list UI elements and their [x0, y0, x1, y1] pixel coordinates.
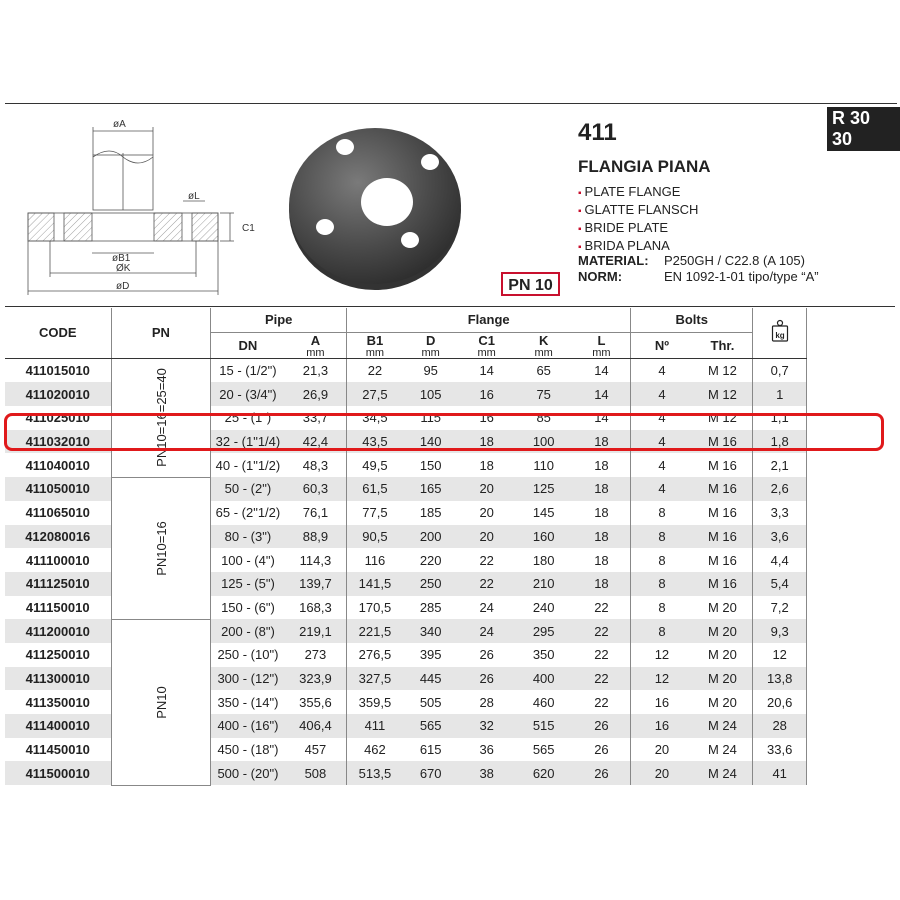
a-cell: 508 — [285, 761, 347, 785]
c1-cell: 18 — [459, 430, 515, 454]
k-cell: 515 — [515, 714, 573, 738]
weight-cell: 12 — [753, 643, 807, 667]
col-k-header: K mm — [515, 332, 573, 358]
d-cell: 340 — [403, 619, 459, 643]
col-dn-header: DN — [211, 332, 285, 358]
l-cell: 18 — [594, 505, 609, 521]
a-cell: 88,9 — [285, 525, 347, 549]
l-cell: 22 — [573, 619, 631, 643]
code-cell: 411150010 — [25, 599, 90, 615]
c1-cell: 20 — [459, 477, 515, 501]
thread-cell: M 16 — [693, 430, 753, 454]
thread-cell: M 20 — [707, 599, 737, 615]
k-cell: 620 — [515, 761, 573, 785]
a-cell: 60,3 — [285, 477, 347, 501]
table-row — [5, 358, 807, 382]
bolt-count-cell: 4 — [631, 453, 693, 477]
d-cell: 220 — [419, 552, 442, 568]
k-cell: 145 — [532, 505, 555, 521]
b1-cell: 276,5 — [347, 643, 403, 667]
weight-cell: 9,3 — [753, 619, 807, 643]
b1-cell: 411 — [347, 714, 403, 738]
c1-cell: 36 — [479, 742, 494, 758]
bolt-count-cell: 8 — [631, 501, 693, 525]
d-cell: 445 — [403, 667, 459, 691]
a-cell: 48,3 — [302, 457, 329, 473]
pn-group-cell — [111, 358, 211, 477]
col-pn-header: PN — [111, 308, 211, 358]
dn-cell: 200 - (8") — [211, 619, 285, 643]
l-cell: 22 — [573, 667, 631, 691]
bolt-count-cell: 8 — [631, 572, 693, 596]
b1-cell: 513,5 — [347, 761, 403, 785]
bolt-count-cell: 4 — [631, 382, 693, 406]
code-cell: 411032010 — [5, 430, 111, 454]
b1-cell: 34,5 — [347, 406, 403, 430]
bolt-count-cell: 4 — [631, 406, 693, 430]
d-cell: 615 — [419, 742, 442, 758]
dn-cell: 25 - (1") — [211, 406, 285, 430]
col-thr-header: Thr. — [693, 332, 753, 358]
a-cell: 139,7 — [285, 572, 347, 596]
weight-cell: 13,8 — [753, 667, 807, 691]
dn-cell: 125 - (5") — [211, 572, 285, 596]
k-cell: 100 — [515, 430, 573, 454]
bolt-count-cell: 4 — [631, 477, 693, 501]
norm-spec — [578, 269, 819, 284]
dn-cell: 450 - (18") — [211, 738, 285, 762]
code-cell: 411400010 — [5, 714, 111, 738]
k-cell: 210 — [515, 572, 573, 596]
l-cell: 14 — [594, 363, 609, 379]
c1-cell: 22 — [459, 572, 515, 596]
d-cell: 105 — [403, 382, 459, 406]
dim-c1-label: C1 — [242, 223, 255, 234]
dim-k-label: ØK — [116, 263, 131, 274]
k-cell: 350 — [532, 647, 555, 663]
translation-item: ▪ PLATE FLANGE — [578, 184, 698, 202]
d-cell: 165 — [403, 477, 459, 501]
l-cell: 14 — [573, 382, 631, 406]
thread-cell: M 16 — [707, 457, 737, 473]
pn-group-cell — [111, 619, 211, 785]
product-name: FLANGIA PIANA — [578, 157, 711, 176]
l-cell: 18 — [594, 457, 609, 473]
a-cell: 76,1 — [302, 505, 329, 521]
code-cell: 411450010 — [25, 742, 90, 758]
flange-photo — [285, 122, 465, 292]
k-cell: 460 — [532, 694, 555, 710]
d-cell: 140 — [403, 430, 459, 454]
b1-cell: 27,5 — [347, 382, 403, 406]
col-l-header: L mm — [573, 332, 631, 358]
b1-cell: 141,5 — [347, 572, 403, 596]
thread-cell: M 20 — [693, 619, 753, 643]
pn-group-label: PN10=16=25=40 — [153, 368, 169, 467]
b1-cell: 221,5 — [347, 619, 403, 643]
dn-cell: 32 - (1"1/4) — [211, 430, 285, 454]
material-spec — [578, 253, 805, 268]
d-cell: 250 — [403, 572, 459, 596]
a-cell: 33,7 — [302, 410, 329, 426]
a-cell: 406,4 — [285, 714, 347, 738]
k-cell: 125 — [515, 477, 573, 501]
a-cell: 21,3 — [302, 363, 329, 379]
thread-cell: M 12 — [693, 382, 753, 406]
b1-cell: 116 — [347, 548, 403, 572]
k-cell: 400 — [515, 667, 573, 691]
thread-cell: M 24 — [707, 742, 737, 758]
c1-cell: 28 — [479, 694, 494, 710]
l-cell: 26 — [573, 761, 631, 785]
bolt-count-cell: 4 — [631, 430, 693, 454]
weight-cell: 4,4 — [753, 548, 807, 572]
k-cell: 65 — [536, 363, 551, 379]
pn-group-cell — [111, 477, 211, 619]
dn-cell: 80 - (3") — [211, 525, 285, 549]
spec-table-body — [5, 358, 807, 785]
c1-cell: 22 — [479, 552, 494, 568]
weight-cell: 1 — [753, 382, 807, 406]
b1-cell: 359,5 — [347, 690, 403, 714]
top-rule — [5, 103, 897, 104]
table-row — [5, 477, 807, 501]
c1-cell: 18 — [479, 457, 494, 473]
col-c1-header: C1 mm — [459, 332, 515, 358]
dn-cell: 150 - (6") — [211, 596, 285, 620]
thread-cell: M 20 — [707, 694, 737, 710]
bolt-count-cell: 12 — [631, 667, 693, 691]
thread-cell: M 16 — [707, 552, 737, 568]
d-cell: 670 — [403, 761, 459, 785]
weight-cell: 7,2 — [753, 596, 807, 620]
weight-cell: 3,3 — [753, 501, 807, 525]
flange-drawing — [20, 115, 255, 300]
d-cell: 115 — [420, 410, 442, 426]
norm-value: EN 1092-1-01 tipo/type “A” — [664, 269, 819, 284]
c1-cell: 20 — [479, 505, 494, 521]
dim-a-label: øA — [113, 119, 126, 130]
code-cell: 412080016 — [5, 525, 111, 549]
b1-cell: 49,5 — [347, 453, 403, 477]
a-cell: 42,4 — [285, 430, 347, 454]
dn-cell: 40 - (1"1/2) — [211, 453, 285, 477]
l-cell: 26 — [573, 714, 631, 738]
c1-cell: 16 — [479, 410, 494, 426]
material-value: P250GH / C22.8 (A 105) — [664, 253, 805, 268]
dn-cell: 400 - (16") — [211, 714, 285, 738]
thread-cell: M 12 — [707, 410, 737, 426]
dim-b1-label: øB1 — [112, 253, 131, 264]
a-cell: 273 — [304, 647, 327, 663]
thread-cell: M 24 — [693, 761, 753, 785]
l-cell: 22 — [594, 694, 609, 710]
c1-cell: 32 — [459, 714, 515, 738]
thread-cell: M 24 — [693, 714, 753, 738]
l-cell: 22 — [594, 647, 609, 663]
code-cell: 411065010 — [25, 505, 90, 521]
code-cell: 411350010 — [25, 694, 90, 710]
code-cell: 411025010 — [25, 410, 90, 426]
c1-cell: 26 — [459, 667, 515, 691]
dn-cell: 50 - (2") — [211, 477, 285, 501]
code-cell: 411050010 — [5, 477, 111, 501]
dn-cell: 15 - (1/2") — [211, 358, 285, 382]
weight-cell: 20,6 — [753, 690, 807, 714]
thread-cell: M 16 — [707, 505, 737, 521]
col-no-header: Nº — [631, 332, 693, 358]
a-cell: 323,9 — [285, 667, 347, 691]
bolt-count-cell: 20 — [631, 738, 693, 762]
code-cell: 411040010 — [25, 457, 90, 473]
b1-cell: 22 — [347, 358, 403, 382]
b1-cell: 462 — [347, 738, 403, 762]
dn-cell: 65 - (2"1/2) — [211, 501, 285, 525]
weight-cell: 3,6 — [753, 525, 807, 549]
l-cell: 18 — [573, 525, 631, 549]
col-a-header: A mm — [285, 332, 347, 358]
l-cell: 18 — [573, 430, 631, 454]
l-cell: 18 — [573, 572, 631, 596]
c1-cell: 38 — [459, 761, 515, 785]
thread-cell: M 20 — [693, 667, 753, 691]
k-cell: 75 — [515, 382, 573, 406]
d-cell: 150 — [419, 457, 442, 473]
c1-cell: 26 — [479, 647, 494, 663]
a-cell: 219,1 — [285, 619, 347, 643]
code-cell: 411250010 — [25, 647, 90, 663]
code-cell: 411500010 — [5, 761, 111, 785]
b1-cell: 170,5 — [347, 596, 403, 620]
catalog-badge: R 30 30 — [827, 107, 900, 151]
d-cell: 505 — [419, 694, 442, 710]
translation-item: ▪ BRIDE PLATE — [578, 220, 698, 238]
code-cell: 411020010 — [5, 382, 111, 406]
k-cell: 85 — [536, 410, 551, 426]
b1-cell: 43,5 — [347, 430, 403, 454]
k-cell: 565 — [532, 742, 555, 758]
bolt-count-cell: 12 — [631, 643, 693, 667]
code-cell: 411015010 — [25, 363, 90, 379]
weight-cell: 5,4 — [753, 572, 807, 596]
table-row — [5, 619, 807, 643]
l-cell: 26 — [594, 742, 609, 758]
flange-group-header: Flange — [347, 308, 631, 332]
translations-list — [578, 184, 698, 256]
dn-cell: 350 - (14") — [211, 690, 285, 714]
dim-l-label: øL — [188, 191, 200, 202]
pipe-group-header: Pipe — [211, 308, 347, 332]
c1-cell: 14 — [479, 363, 494, 379]
weight-cell: 0,7 — [753, 358, 807, 382]
k-cell: 295 — [515, 619, 573, 643]
thread-cell: M 16 — [693, 525, 753, 549]
l-cell: 22 — [594, 599, 609, 615]
l-cell: 18 — [573, 477, 631, 501]
k-cell: 160 — [515, 525, 573, 549]
col-d-header: D mm — [403, 332, 459, 358]
translation-item: ▪ GLATTE FLANSCH — [578, 202, 698, 220]
c1-cell: 24 — [459, 619, 515, 643]
dim-d-label: øD — [116, 281, 130, 292]
dn-cell: 250 - (10") — [211, 643, 285, 667]
weight-cell: 33,6 — [753, 738, 807, 762]
spec-table — [5, 308, 807, 786]
table-top-rule — [5, 306, 895, 307]
product-number: 411 — [578, 119, 617, 146]
bolts-group-header: Bolts — [631, 308, 753, 332]
dn-cell: 500 - (20") — [211, 761, 285, 785]
c1-cell: 20 — [459, 525, 515, 549]
bolt-count-cell: 20 — [631, 761, 693, 785]
d-cell: 185 — [419, 505, 442, 521]
code-cell: 411100010 — [25, 552, 90, 568]
bolt-count-cell: 16 — [631, 690, 693, 714]
dn-cell: 300 - (12") — [211, 667, 285, 691]
thread-cell: M 12 — [707, 363, 737, 379]
bolt-count-cell: 8 — [631, 596, 693, 620]
weight-cell: 41 — [753, 761, 807, 785]
l-cell: 14 — [594, 410, 609, 426]
a-cell: 355,6 — [299, 694, 332, 710]
b1-cell: 327,5 — [347, 667, 403, 691]
weight-cell: 2,1 — [753, 453, 807, 477]
thread-cell: M 16 — [693, 477, 753, 501]
b1-cell: 77,5 — [347, 501, 403, 525]
b1-cell: 61,5 — [347, 477, 403, 501]
b1-cell: 90,5 — [347, 525, 403, 549]
col-weight-header — [753, 308, 807, 358]
bolt-count-cell: 8 — [631, 548, 693, 572]
d-cell: 565 — [403, 714, 459, 738]
a-cell: 26,9 — [285, 382, 347, 406]
code-cell: 411200010 — [5, 619, 111, 643]
k-cell: 110 — [533, 457, 555, 473]
bolt-count-cell: 4 — [631, 358, 693, 382]
d-cell: 395 — [419, 647, 442, 663]
d-cell: 200 — [403, 525, 459, 549]
pn-box: PN 10 — [501, 272, 560, 296]
a-cell: 114,3 — [299, 552, 332, 568]
thread-cell: M 20 — [707, 647, 737, 663]
l-cell: 18 — [594, 552, 609, 568]
weight-cell: 28 — [753, 714, 807, 738]
weight-cell: 1,8 — [753, 430, 807, 454]
dn-cell: 20 - (3/4") — [211, 382, 285, 406]
a-cell: 168,3 — [299, 599, 332, 615]
norm-label: NORM: — [578, 269, 623, 284]
code-cell: 411300010 — [5, 667, 111, 691]
bolt-count-cell: 8 — [631, 619, 693, 643]
a-cell: 457 — [304, 742, 327, 758]
weight-cell: 1,1 — [753, 406, 807, 430]
code-cell: 411125010 — [5, 572, 111, 596]
bolt-count-cell: 8 — [631, 525, 693, 549]
c1-cell: 16 — [459, 382, 515, 406]
weight-icon — [771, 319, 789, 341]
c1-cell: 24 — [479, 599, 494, 615]
col-b1-header: B1 mm — [347, 332, 403, 358]
d-cell: 95 — [423, 363, 438, 379]
dn-cell: 100 - (4") — [211, 548, 285, 572]
bolt-count-cell: 16 — [631, 714, 693, 738]
material-label: MATERIAL: — [578, 253, 649, 268]
weight-cell: 2,6 — [753, 477, 807, 501]
k-cell: 180 — [532, 552, 555, 568]
d-cell: 285 — [419, 599, 442, 615]
pn-group-label: PN10=16 — [153, 520, 169, 576]
k-cell: 240 — [532, 599, 555, 615]
thread-cell: M 16 — [693, 572, 753, 596]
translation-item: ▪ BRIDA PLANA — [578, 238, 698, 256]
col-code-header: CODE — [5, 308, 111, 358]
pn-group-label: PN10 — [153, 685, 169, 719]
weight-unit: kg — [775, 331, 785, 341]
